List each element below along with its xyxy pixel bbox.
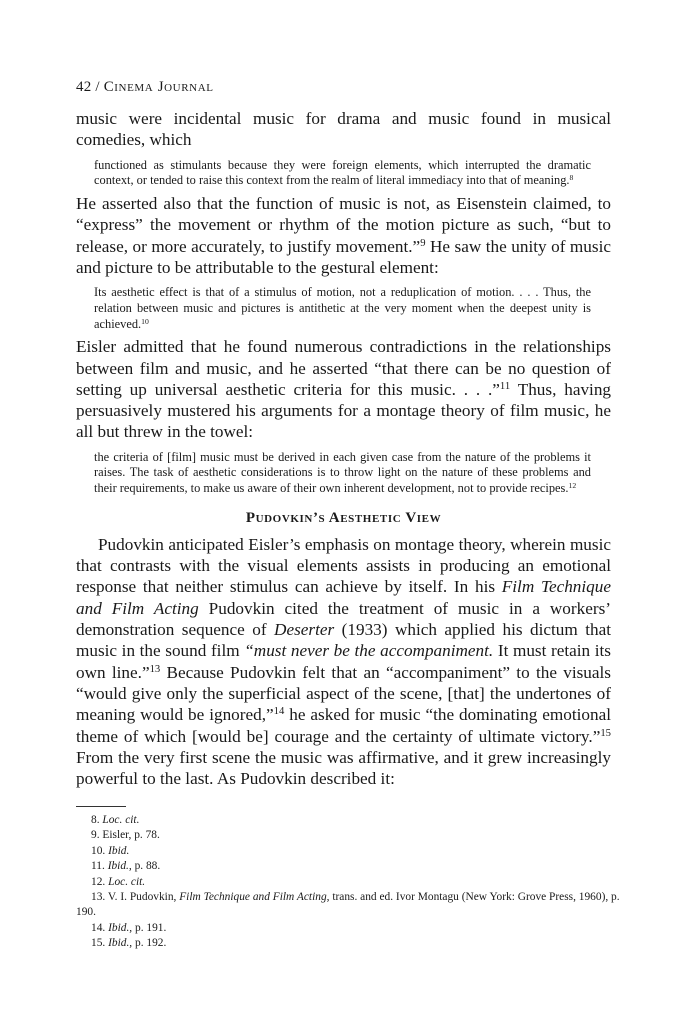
- footnote-ref-13: 13: [149, 663, 161, 675]
- footnote-ref-15: 15: [600, 727, 611, 739]
- block-quote-3: the criteria of [film] music must be derived in each given case from the nature of the problems it raises. The task of aesthetic considerations is to throw light on the nature of these problems and their requirements, to make us aware of their own inherent development, not to provide recipes.$^{12}$: [94, 449, 591, 496]
- paragraph-4: Pudovkin anticipated Eisler’s emphasis on montage theory, wherein music that contrasts with the visual elements assists in producing an emotional response that neither stimulus can achieve by itself. In his Film Technique and Film Acting Pudovkin cited the treatment of music in a workers’ demonstration sequence of Deserter (1933) which applied his dictum that music in the sound film “must never be the accompaniment. It must retain its own line.”$^{13}$ Because Pudovkin felt that an “accompaniment” to the visuals “would give only the superficial aspect of the scene, [that] the undertones of meaning would be ignored,”$^{14}$ he asked for music “the dominating emotional theme of which [would be] courage and the certainty of ultimate victory.”$^{15}$ From the very first scene the music was affirmative, and it grew increasingly powerful to the last. As Pudovkin described it:: [76, 534, 611, 789]
- running-header: [76, 79, 214, 96]
- block-quote-2: Its aesthetic effect is that of a stimulus of motion, not a reduplication of motion. . . . Thus, the relation between music and pictures is antithetic at the very moment when the deepest unity is achieved.$^{10}$: [94, 285, 591, 331]
- page-number: 42: [76, 79, 92, 95]
- article-body: [76, 108, 611, 789]
- footnote-ref-14: 14: [273, 706, 285, 718]
- paragraph-2: He asserted also that the function of music is not, as Eisenstein claimed, to “express” the movement or rhythm of the motion picture as such, “but to release, or more accurately, to justify movement.”$^9$ He saw the unity of music and picture to be attributable to the gestural element:: [76, 194, 611, 277]
- paragraph-3: Eisler admitted that he found numerous contradictions in the relationships between film and music, and he asserted “that there can be no question of setting up universal aesthetic criteria for this music. . . .”$^{11}$ Thus, having persuasively mustered his arguments for a montage theory of film music, he all but threw in the towel:: [76, 337, 612, 442]
- footnote-ref-10: 10: [141, 316, 149, 326]
- footnote-8: 8. Loc. cit.: [91, 814, 140, 826]
- header-separator: /: [95, 79, 100, 95]
- footnote-12: 12. Loc. cit.: [91, 875, 146, 888]
- footnote-ref-8: 8: [569, 173, 574, 183]
- footnote-ref-9: 9: [420, 237, 426, 249]
- footnotes: [76, 813, 631, 952]
- footnote-divider: [76, 806, 126, 807]
- section-heading: Pudovkin’s Aesthetic View: [245, 509, 442, 526]
- footnote-10: 10. Ibid.: [91, 844, 130, 857]
- paragraph-1: music were incidental music for drama and music found in musical comedies, which: [76, 109, 611, 150]
- footnote-ref-11: 11: [499, 381, 511, 393]
- footnote-9: 9. Eisler, p. 78.: [91, 829, 160, 842]
- footnote-13: 13. V. I. Pudovkin, Film Technique and Film Acting, trans. and ed. Ivor Montagu (New York: Grove Press, 1960), p. 190.: [76, 891, 620, 919]
- footnote-ref-12: 12: [568, 480, 577, 490]
- journal-title: Cinema Journal: [103, 79, 214, 95]
- block-quote-1: functioned as stimulants because they were foreign elements, which interrupted the dramatic context, or tended to raise this context from the realm of literal immediacy into that of meaning.$^8$: [94, 157, 591, 188]
- footnote-11: 11. Ibid., p. 88.: [91, 860, 161, 873]
- footnote-15: 15. Ibid., p. 192.: [91, 937, 167, 950]
- footnote-14: 14. Ibid., p. 191.: [91, 921, 167, 934]
